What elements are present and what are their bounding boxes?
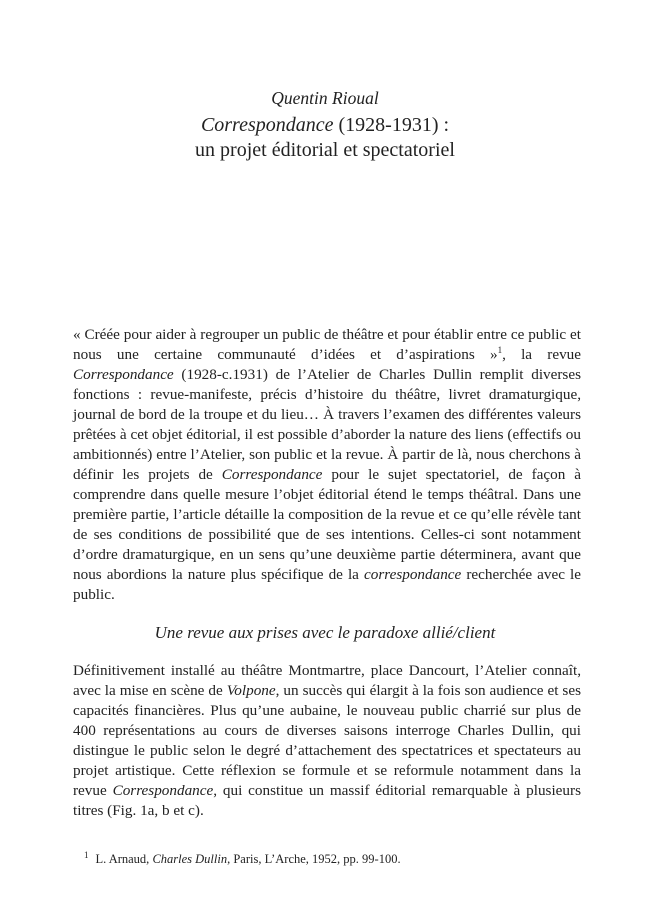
title-years: (1928-1931) : — [333, 114, 450, 136]
abstract — [73, 325, 581, 605]
body-text: , un succès qui élargit à la fois son audience et ses capacités financières. Plus qu’une aubaine, le nouveau public charrié sur plus de 400 représentations au cours de diverses saisons interroge Charles Dullin, qui distingue le public selon le degré d’attachement des spectatrices et spectateurs au projet artistique. Cette réflexion se formule et se reformule notamment dans la revue — [73, 682, 581, 799]
footnote-book-title: Charles Dullin — [152, 852, 228, 866]
abstract-text: , la revue — [502, 346, 581, 363]
section-heading: Une revue aux prises avec le paradoxe allié/client — [154, 623, 496, 642]
abstract-text: recherchée avec le public. — [73, 566, 581, 603]
abstract-text: (1928-c.1931) de l’Atelier de Charles Dullin remplit diverses fonctions : revue-manifeste, précis d’histoire du théâtre, livret dramaturgique, journal de bord de la troupe et du lieu… À travers l’examen des différentes valeurs prêtées à cet objet éditorial, il est possible d’aborder la nature des liens (effectifs ou ambitionnés) entre l’Atelier, son public et la revue. À partir de là, nous cherchons à définir les projets de — [73, 366, 581, 483]
title-subtitle: un projet éditorial et spectatoriel — [195, 139, 455, 161]
footnote-text: , Paris, L’Arche, 1952, pp. 99-100. — [227, 852, 401, 866]
body-journal-name: Correspondance — [112, 782, 214, 799]
article-title — [0, 113, 650, 163]
abstract-text: pour le sujet spectatoriel, de façon à comprendre dans quelle mesure l’objet éditorial étend le temps théâtral. Dans une première partie, l’article détaille la composition de la revue et ce qu’elle révèle tant de ses conditions de possibilité que de ses intentions. Celles-ci sont notamment d’ordre dramaturgique, en un sens qu’une deuxième partie déterminera, avant que nous abordions la nature plus spécifique de la — [73, 466, 581, 583]
body-text: , qui constitue un massif éditorial remarquable à plusieurs titres (Fig. 1a, b et c). — [73, 782, 581, 819]
author-name: Quentin Rioual — [271, 88, 379, 108]
abstract-italic-term: correspondance — [364, 566, 462, 583]
abstract-journal-name: Correspondance — [221, 466, 323, 483]
article-header — [0, 86, 650, 163]
footnote-text: L. Arnaud, — [95, 852, 153, 866]
title-journal-name: Correspondance — [200, 114, 334, 136]
body-paragraph — [73, 661, 581, 821]
footnote — [84, 851, 584, 867]
body-text: Définitivement installé au théâtre Montmartre, place Dancourt, l’Atelier connaît, avec la mise en scène de — [73, 662, 581, 699]
footnote-reference[interactable]: 1 — [497, 344, 503, 355]
body-play-title: Volpone — [226, 682, 276, 699]
footnote-mark: 1 — [84, 849, 89, 860]
abstract-journal-name: Correspondance — [73, 366, 174, 383]
abstract-quote: « Créée pour aider à regrouper un public de théâtre et pour établir entre ce public et nous une certaine communauté d’idées et d’aspirations » — [73, 326, 581, 363]
